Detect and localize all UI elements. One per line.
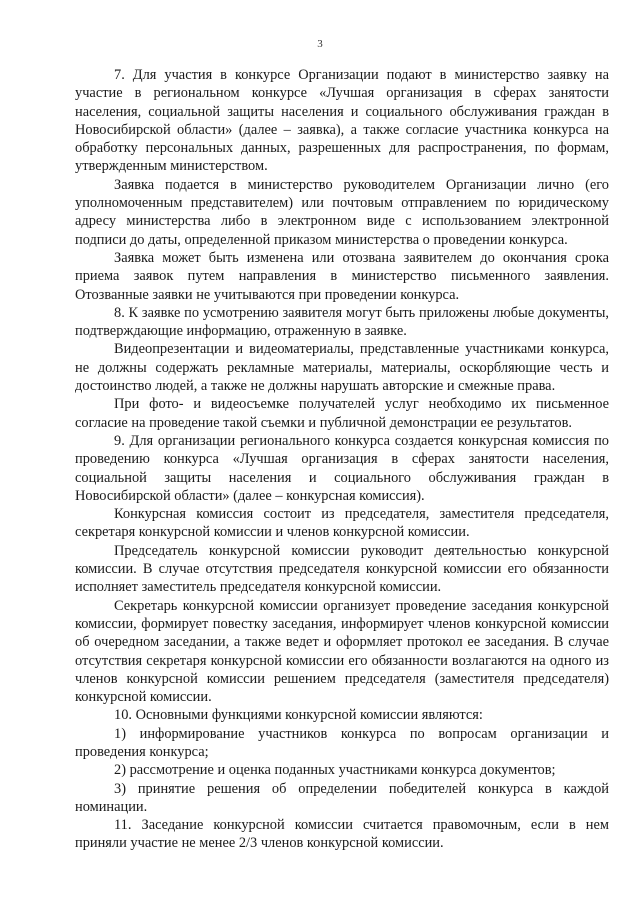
paragraph-secretary: Секретарь конкурсной комиссии организует проведение заседания конкурсной комиссии, формирует повестку заседания, информирует членов конкурсной комиссии об очередном заседании, а также ведет и оформляет протокол ее заседания. В случае отсутствия секретаря конкурсной комиссии его обязанности возлагаются на одного из членов конкурсной комиссии решением председателя (заместителя председателя) конкурсной комиссии. — [75, 597, 609, 706]
paragraph-commission-composition: Конкурсная комиссия состоит из председателя, заместителя председателя, секретаря конкурсной комиссии и членов конкурсной комиссии. — [75, 506, 609, 541]
paragraph-9-commission: 9. Для организации регионального конкурса создается конкурсная комиссия по проведению конкурса «Лучшая организация в сферах занятости населения, социальной защиты населения и социального обслуживания граждан в Новосибирской области» (далее – конкурсная комиссия). — [75, 432, 609, 504]
paragraph-video-materials: Видеопрезентации и видеоматериалы, представленные участниками конкурса, не должны содержать рекламные материалы, материалы, оскорбляющие честь и достоинство людей, а также не должны нарушать авторские и смежные права. — [75, 341, 609, 395]
paragraph-7-application: 7. Для участия в конкурсе Организации подают в министерство заявку на участие в региональном конкурсе «Лучшая организация в сферах занятости населения, социальной защиты населения и социального обслуживания граждан в Новосибирской области» (далее – заявка), а также согласие участника конкурса на обработку персональных данных, разрешенных для распространения, по формам, утвержденным министерством. — [75, 67, 609, 175]
paragraph-10-functions: 10. Основными функциями конкурсной комиссии являются: — [114, 707, 483, 724]
paragraph-chairman: Председатель конкурсной комиссии руководит деятельностью конкурсной комиссии. В случае отсутствия председателя конкурсной комиссии его обязанности исполняет заместитель председателя конкурсной комиссии. — [75, 542, 609, 596]
paragraph-8-attachments: 8. К заявке по усмотрению заявителя могут быть приложены любые документы, подтверждающие информацию, отраженную в заявке. — [75, 304, 609, 340]
paragraph-application-withdrawal: Заявка может быть изменена или отозвана заявителем до окончания срока приема заявок путем направления в министерство письменного заявления. Отозванные заявки не учитываются при проведении конкурса. — [75, 249, 609, 303]
list-item-function-1: 1) информирование участников конкурса по вопросам организации и проведения конкурса; — [75, 725, 609, 760]
document-body — [75, 66, 609, 853]
paragraph-application-submission: Заявка подается в министерство руководителем Организации лично (его уполномоченным представителем) или почтовым отправлением по юридическому адресу министерства либо в электронном виде с использованием электронной подписи до даты, определенной приказом министерства о проведении конкурса. — [75, 176, 609, 248]
paragraph-11-quorum: 11. Заседание конкурсной комиссии считается правомочным, если в нем приняли участие не менее 2/3 членов конкурсной комиссии. — [75, 817, 609, 852]
paragraph-photo-consent: При фото- и видеосъемке получателей услуг необходимо их письменное согласие на проведение такой съемки и публичной демонстрации ее результатов. — [75, 396, 609, 431]
list-item-function-3: 3) принятие решения об определении победителей конкурса в каждой номинации. — [75, 780, 609, 815]
list-item-function-2: 2) рассмотрение и оценка поданных участниками конкурса документов; — [114, 762, 556, 779]
page-number: 3 — [317, 38, 323, 50]
